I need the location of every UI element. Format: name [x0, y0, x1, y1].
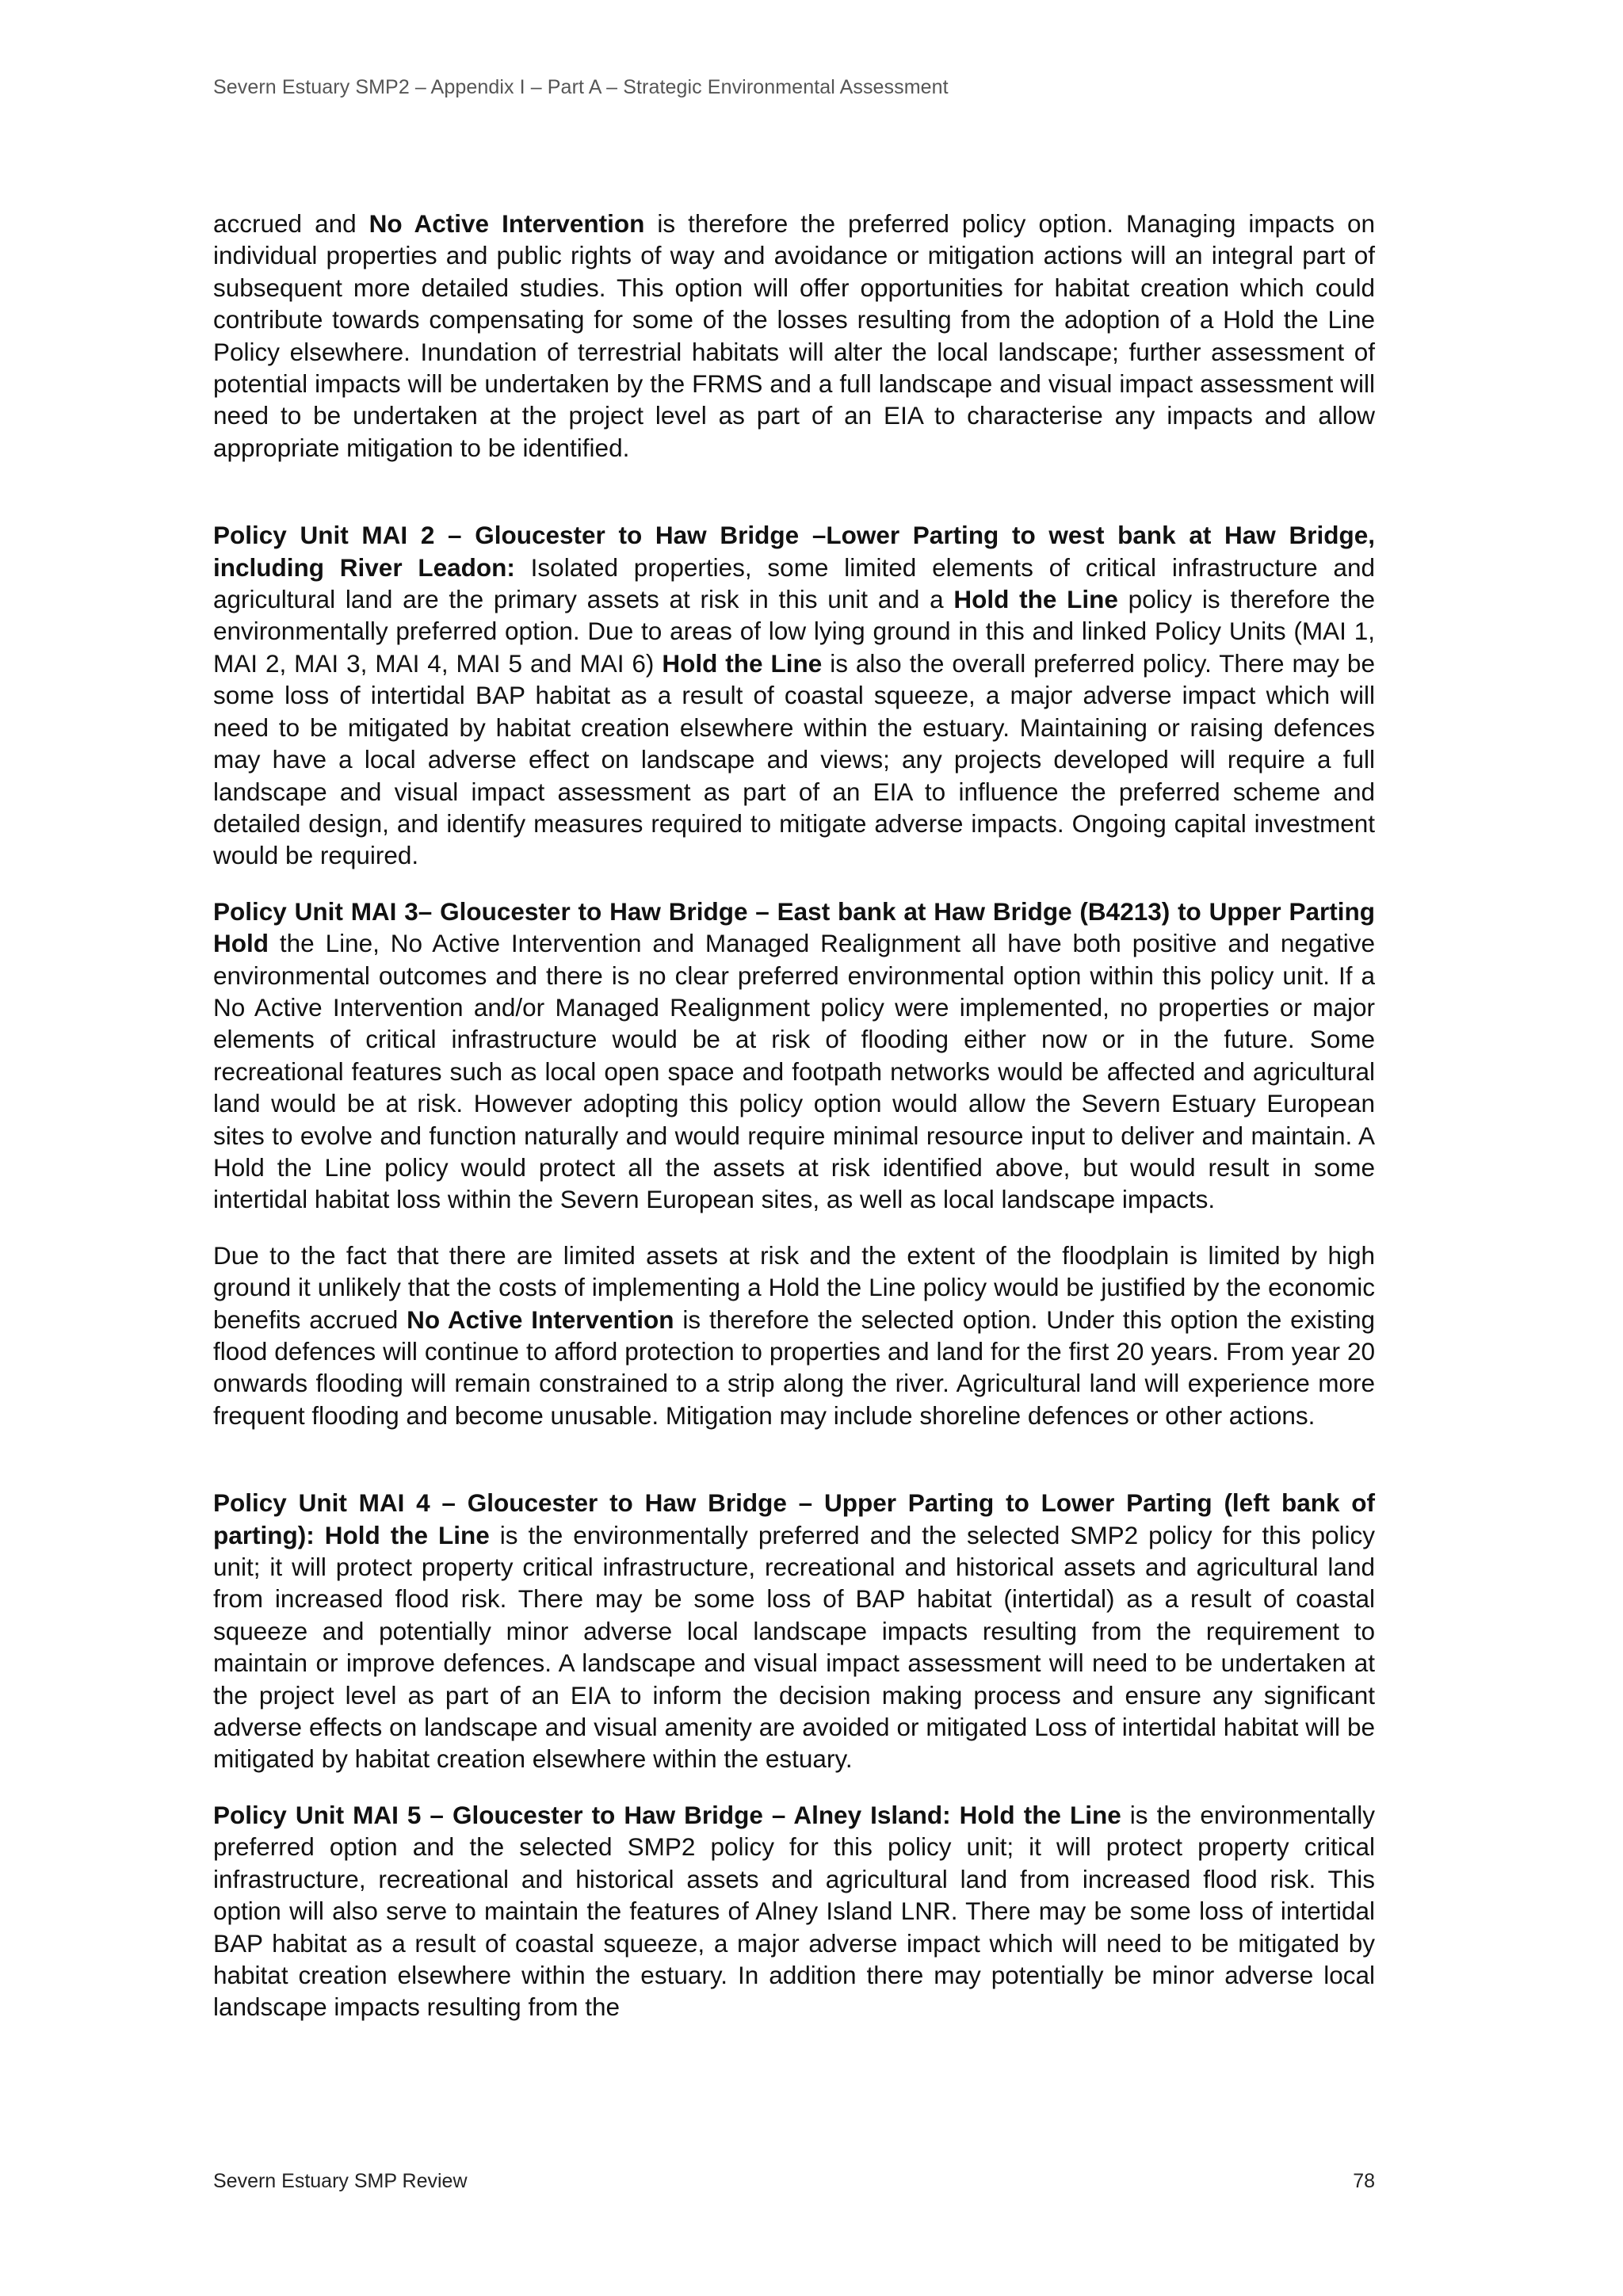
bold-text: No Active Intervention [407, 1305, 674, 1334]
paragraph-text: the Line, No Active Intervention and Managed Realignment all have both positive and negative environmental outcomes and there is no clear preferred environmental option within this policy unit. If a No Active Intervention and/or Managed Realignment policy were implemented, no properties or major elements of critical infrastructure would be at risk of flooding either now or in the future. Some recreational features such as local open space and footpath networks would be affected and agricultural land would be at risk. However adopting this policy option would allow the Severn Estuary European sites to evolve and function naturally and would require minimal resource input to deliver and maintain. A Hold the Line policy would protect all the assets at risk identified above, but would result in some intertidal habitat loss within the Severn European sites, as well as local landscape impacts. [213, 929, 1375, 1214]
bold-text: Hold the Line [662, 648, 823, 678]
page-header: Severn Estuary SMP2 – Appendix I – Part A – Strategic Environmental Assessment [213, 76, 949, 98]
paragraph-text: Isolated properties, some limited elements of critical infrastructure and agricultural land are the primary assets at risk in this unit and a [213, 552, 1375, 614]
policy-unit-heading: Policy Unit MAI 2 – Gloucester to Haw Bridge –Lower Parting to west bank at Haw Bridge, including River Leadon: [213, 521, 1375, 582]
paragraph-text: policy is therefore the environmentally preferred option. Due to areas of low lying ground in this and linked Policy Units (MAI 1, MAI 2, MAI 3, MAI 4, MAI 5 and MAI 6) [213, 585, 1375, 678]
paragraph-text: is also the overall preferred policy. There may be some loss of intertidal BAP habitat as a result of coastal squeeze, a major adverse impact which will need to be mitigated by habitat creation elsewhere within the estuary. Maintaining or raising defences may have a local adverse effect on landscape and views; any projects developed will require a full landscape and visual impact assessment as part of an EIA to influence the preferred scheme and detailed design, and identify measures required to mitigate adverse impacts. Ongoing capital investment would be required. [213, 648, 1375, 870]
paragraph-policy-unit-mai-2 [213, 519, 1375, 871]
bold-text: Hold the Line [953, 585, 1118, 614]
paragraph-text: is therefore the selected option. Under this option the existing flood defences will continue to afford protection to properties and land for the first 20 years. From year 20 onwards flooding will remain constrained to a strip along the river. Agricultural land will experience more frequent flooding and become unusable. Mitigation may include shoreline defences or other actions. [213, 1305, 1375, 1430]
paragraph-policy-unit-mai-3 [213, 896, 1375, 1216]
paragraph-mai-3-continued [213, 1240, 1375, 1431]
paragraph-1 [213, 208, 1375, 464]
page-number: 78 [1353, 2170, 1375, 2192]
paragraph-text: is the environmentally preferred option and the selected SMP2 policy for this policy unit; it will protect property critical infrastructure, recreational and historical assets and agricultural land from increased flood risk. This option will also serve to maintain the features of Alney Island LNR. There may be some loss of intertidal BAP habitat as a result of coastal squeeze, a major adverse impact which will need to be mitigated by habitat creation elsewhere within the estuary. In addition there may potentially be minor adverse local landscape impacts resulting from the [213, 1800, 1375, 2022]
document-body [213, 208, 1375, 2023]
paragraph-text: is therefore the preferred policy option. Managing impacts on individual properties and public rights of way and avoidance or mitigation actions will an integral part of subsequent more detailed studies. This option will offer opportunities for habitat creation which could contribute towards compensating for some of the losses resulting from the adoption of a Hold the Line Policy elsewhere. Inundation of terrestrial habitats will alter the local landscape; further assessment of potential impacts will be undertaken by the FRMS and a full landscape and visual impact assessment will need to be undertaken at the project level as part of an EIA to characterise any impacts and allow appropriate mitigation to be identified. [213, 209, 1376, 462]
bold-text: No Active Intervention [369, 209, 645, 238]
paragraph-policy-unit-mai-5 [213, 1799, 1375, 2023]
policy-unit-heading: Policy Unit MAI 4 – Gloucester to Haw Bridge – Upper Parting to Lower Parting (left bank of parting): Hold the Line [213, 1488, 1375, 1549]
paragraph-text: Due to the fact that there are limited assets at risk and the extent of the floodplain is limited by high ground it unlikely that the costs of implementing a Hold the Line policy would be justified by the economic benefits accrued [213, 1240, 1375, 1334]
paragraph-text: accrued and [213, 209, 369, 238]
policy-unit-heading: Policy Unit MAI 5 – Gloucester to Haw Bridge – Alney Island: Hold the Line [213, 1800, 1121, 1829]
footer-title: Severn Estuary SMP Review [213, 2170, 468, 2192]
paragraph-text: is the environmentally preferred and the selected SMP2 policy for this policy unit; it will protect property critical infrastructure, recreational and historical assets and agricultural land from increased flood risk. There may be some loss of BAP habitat (intertidal) as a result of coastal squeeze and potentially minor adverse local landscape impacts resulting from the requirement to maintain or improve defences. A landscape and visual impact assessment will need to be undertaken at the project level as part of an EIA to inform the decision making process and ensure any significant adverse effects on landscape and visual amenity are avoided or mitigated Loss of intertidal habitat will be mitigated by habitat creation elsewhere within the estuary. [213, 1520, 1375, 1774]
paragraph-policy-unit-mai-4 [213, 1487, 1375, 1775]
policy-unit-heading: Policy Unit MAI 3– Gloucester to Haw Bridge – East bank at Haw Bridge (B4213) to Upper Parting Hold [213, 896, 1375, 958]
